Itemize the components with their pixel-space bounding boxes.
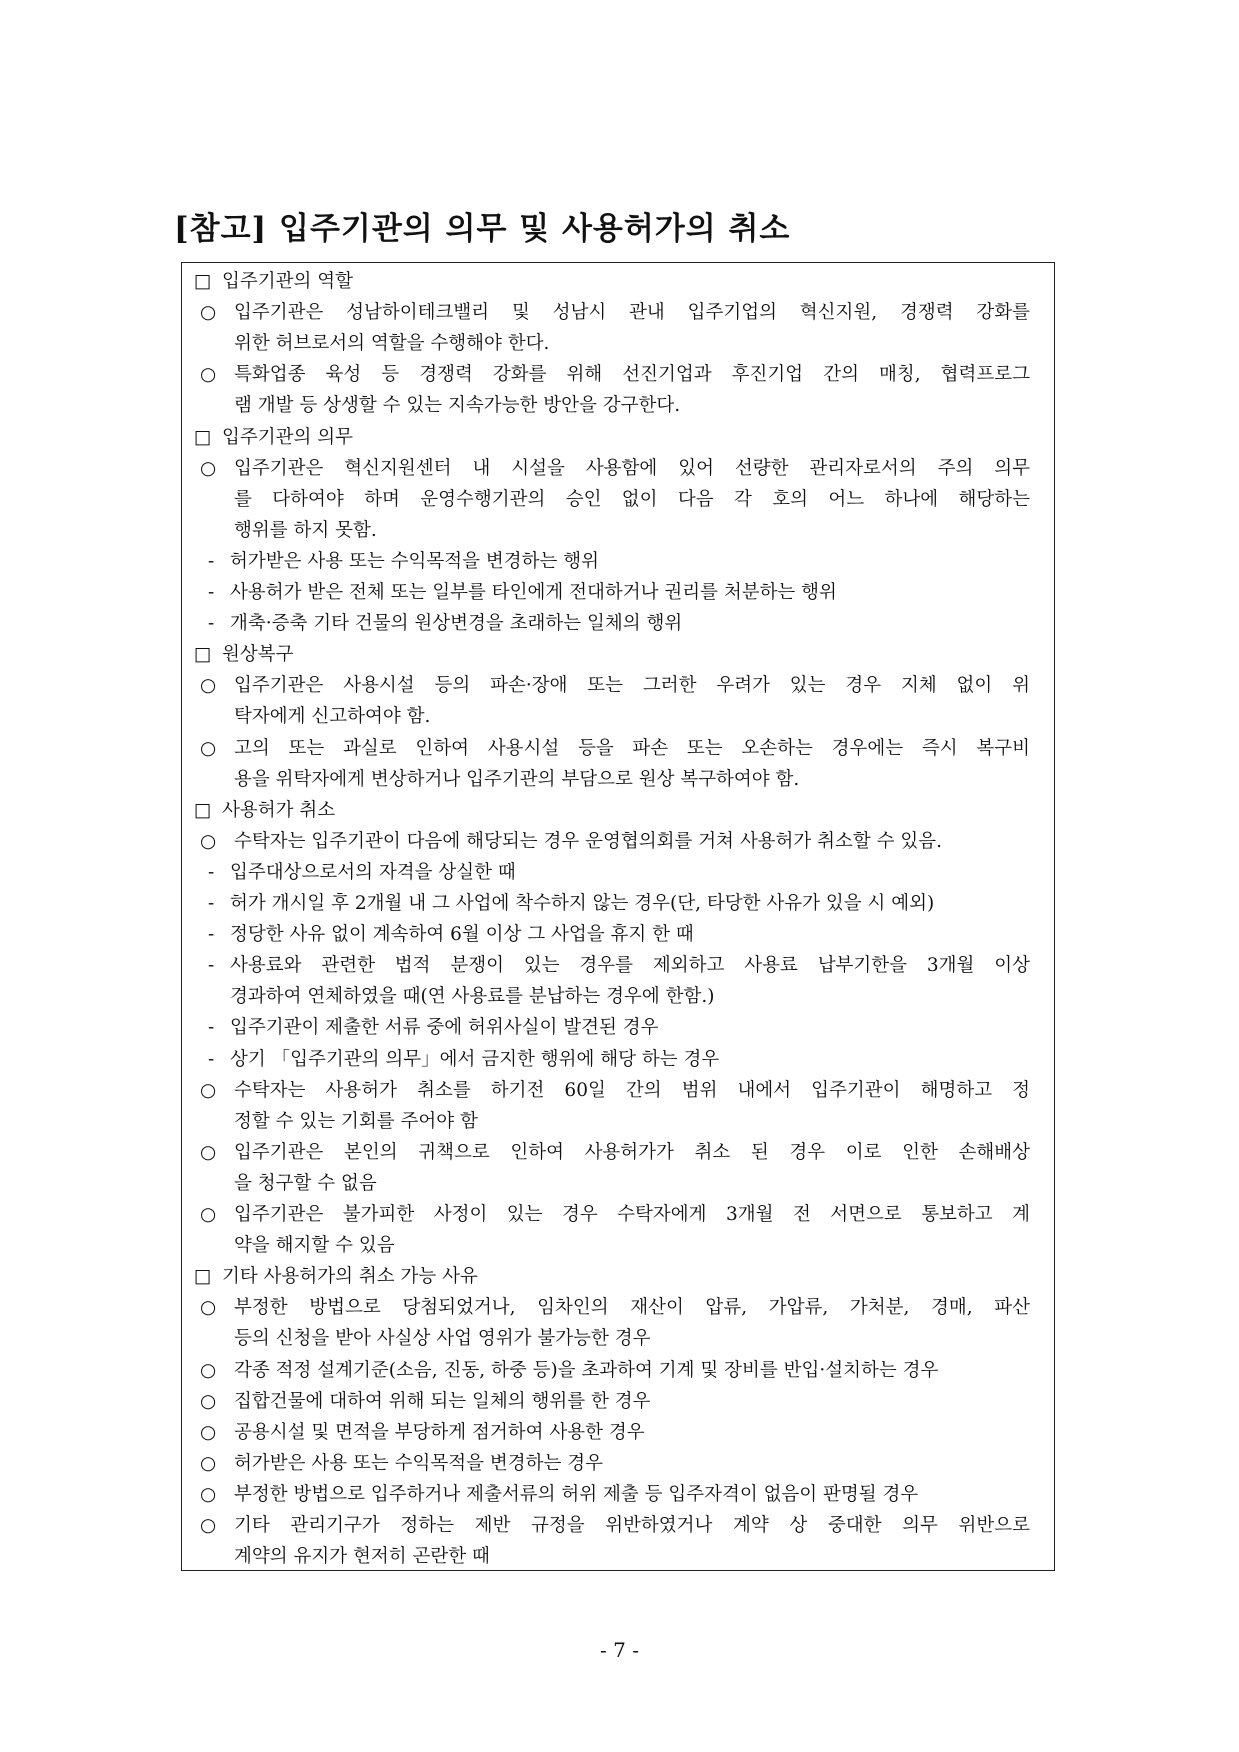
item-text: 개축·증축 기타 건물의 원상변경을 초래하는 일체의 행위 [230, 613, 683, 635]
item-text: 계약의 유지가 현저히 곤란한 때 [234, 1546, 490, 1568]
item-text: 입주대상으로서의 자격을 상실한 때 [230, 861, 516, 883]
item-text: 허가받은 사용 또는 수익목적을 변경하는 경우 [234, 1452, 603, 1474]
item-text: 정할 수 있는 기회를 주어야 함 [234, 1110, 478, 1132]
item-text: 수탁자는 입주기관이 다음에 해당되는 경우 운영협의회를 거쳐 사용허가 취소할 수 있음. [234, 830, 943, 852]
item-text: 기타 관리기구가 정하는 제반 규정을 위반하였거나 계약 상 중대한 의무 위반으로 [234, 1515, 1030, 1536]
circle-bullet-icon: ○ [200, 1483, 217, 1505]
dash-bullet-icon: - [208, 861, 215, 883]
circle-bullet-icon: ○ [200, 302, 217, 324]
dash-bullet-icon: - [208, 550, 215, 572]
circle-bullet-icon: ○ [200, 1079, 217, 1101]
item-text: 위한 허브로서의 역할을 수행해야 한다. [234, 333, 550, 355]
item-text: 상기 「입주기관의 의무」에서 금지한 행위에 해당 하는 경우 [230, 1048, 720, 1070]
item-text: 를 다하여야 하며 운영수행기관의 승인 없이 다음 각 호의 어느 하나에 해당하는 [234, 488, 1030, 510]
item-text: 경과하여 연체하였을 때(연 사용료를 분납하는 경우에 한함.) [230, 986, 715, 1008]
item-text: 고의 또는 과실로 인하여 사용시설 등을 파손 또는 오손하는 경우에는 즉시 복구비 [234, 737, 1030, 759]
item-text: 허가 개시일 후 2개월 내 그 사업에 착수하지 않는 경우(단, 타당한 사유가 있을 시 예외) [230, 893, 935, 914]
item-text: 각종 적정 설계기준(소음, 진동, 하중 등)을 초과하여 기계 및 장비를 반입·설치하는 경우 [234, 1359, 939, 1381]
reference-box [181, 262, 1055, 1571]
dash-bullet-icon: - [208, 924, 215, 946]
checkbox-square-icon: □ [194, 426, 212, 448]
page-title: [참고] 입주기관의 의무 및 사용허가의 취소 [174, 211, 791, 247]
item-text: 램 개발 등 상생할 수 있는 지속가능한 방안을 강구한다. [234, 395, 681, 417]
dash-bullet-icon: - [208, 955, 215, 977]
dash-bullet-icon: - [208, 893, 215, 914]
circle-bullet-icon: ○ [200, 1515, 217, 1536]
item-text: 사용허가 받은 전체 또는 일부를 타인에게 전대하거나 권리를 처분하는 행위 [230, 582, 837, 603]
item-text: 용을 위탁자에게 변상하거나 입주기관의 부담으로 원상 복구하여야 함. [234, 768, 800, 790]
circle-bullet-icon: ○ [200, 1421, 217, 1443]
circle-bullet-icon: ○ [200, 1297, 217, 1319]
item-text: 입주기관은 성남하이테크밸리 및 성남시 관내 입주기업의 혁신지원, 경쟁력 강화를 [234, 302, 1030, 324]
item-text: 입주기관이 제출한 서류 중에 허위사실이 발견된 경우 [230, 1017, 659, 1039]
section-heading-text: 사용허가 취소 [222, 799, 336, 821]
page-number: - 7 - [600, 1638, 639, 1662]
item-text: 공용시설 및 면적을 부당하게 점거하여 사용한 경우 [234, 1421, 645, 1443]
item-text: 약을 해지할 수 있음 [234, 1235, 395, 1257]
item-text: 입주기관은 사용시설 등의 파손·장애 또는 그러한 우려가 있는 경우 지체 없이 위 [234, 675, 1030, 697]
checkbox-square-icon: □ [194, 644, 212, 666]
checkbox-square-icon: □ [194, 1266, 212, 1288]
circle-bullet-icon: ○ [200, 1141, 217, 1163]
dash-bullet-icon: - [208, 1048, 215, 1070]
item-text: 정당한 사유 없이 계속하여 6월 이상 그 사업을 휴지 한 때 [230, 924, 694, 946]
item-text: 부정한 방법으로 입주하거나 제출서류의 허위 제출 등 입주자격이 없음이 판명될 경우 [234, 1483, 919, 1505]
section-heading-text: 입주기관의 역할 [222, 271, 353, 292]
checkbox-square-icon: □ [194, 271, 212, 292]
item-text: 수탁자는 사용허가 취소를 하기전 60일 간의 범위 내에서 입주기관이 해명하고 정 [234, 1079, 1030, 1101]
item-text: 을 청구할 수 없음 [234, 1172, 377, 1194]
circle-bullet-icon: ○ [200, 457, 217, 479]
item-text: 허가받은 사용 또는 수익목적을 변경하는 행위 [230, 550, 599, 572]
item-text: 입주기관은 본인의 귀책으로 인하여 사용허가가 취소 된 경우 이로 인한 손해배상 [234, 1141, 1030, 1163]
circle-bullet-icon: ○ [200, 830, 217, 852]
section-heading-text: 원상복구 [222, 644, 294, 666]
checkbox-square-icon: □ [194, 799, 212, 821]
circle-bullet-icon: ○ [200, 1452, 217, 1474]
circle-bullet-icon: ○ [200, 1390, 217, 1412]
item-text: 특화업종 육성 등 경쟁력 강화를 위해 선진기업과 후진기업 간의 매칭, 협력프로그 [234, 364, 1030, 386]
circle-bullet-icon: ○ [200, 737, 217, 759]
circle-bullet-icon: ○ [200, 1359, 217, 1381]
item-text: 입주기관은 불가피한 사정이 있는 경우 수탁자에게 3개월 전 서면으로 통보하고 계 [234, 1204, 1030, 1225]
circle-bullet-icon: ○ [200, 1204, 217, 1225]
dash-bullet-icon: - [208, 1017, 215, 1039]
item-text: 입주기관은 혁신지원센터 내 시설을 사용함에 있어 선량한 관리자로서의 주의 의무 [234, 457, 1030, 479]
section-heading-text: 기타 사용허가의 취소 가능 사유 [222, 1266, 478, 1288]
item-text: 행위를 하지 못함. [234, 519, 377, 541]
circle-bullet-icon: ○ [200, 364, 217, 386]
item-text: 부정한 방법으로 당첨되었거나, 임차인의 재산이 압류, 가압류, 가처분, 경매, 파산 [234, 1297, 1030, 1319]
item-text: 등의 신청을 받아 사실상 사업 영위가 불가능한 경우 [234, 1328, 651, 1350]
dash-bullet-icon: - [208, 582, 215, 603]
circle-bullet-icon: ○ [200, 675, 217, 697]
section-heading-text: 입주기관의 의무 [222, 426, 353, 448]
item-text: 집합건물에 대하여 위해 되는 일체의 행위를 한 경우 [234, 1390, 651, 1412]
item-text: 사용료와 관련한 법적 분쟁이 있는 경우를 제외하고 사용료 납부기한을 3개월 이상 [230, 955, 1030, 977]
dash-bullet-icon: - [208, 613, 215, 635]
item-text: 탁자에게 신고하여야 함. [234, 706, 431, 728]
